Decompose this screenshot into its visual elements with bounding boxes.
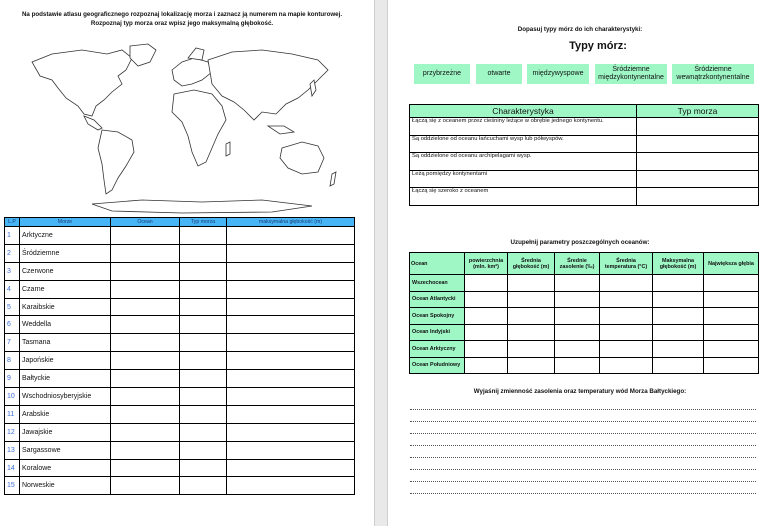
sea-row-type-cell[interactable] (180, 423, 227, 441)
ocean-table-body (410, 275, 759, 374)
sea-row-depth-cell[interactable] (227, 244, 355, 262)
sea-row-number: 7 (5, 334, 20, 352)
sea-row-ocean-cell[interactable] (111, 423, 180, 441)
header-type: Typ morza (637, 105, 759, 118)
ocean-param-cell[interactable] (600, 308, 653, 325)
map-antarctica (92, 200, 312, 213)
sea-row-type-cell[interactable] (180, 262, 227, 280)
sea-row-ocean-cell[interactable] (111, 352, 180, 370)
header-area: powierzchnia (mln. km²) (465, 253, 508, 275)
left-instruction-line2: Rozpoznaj typ morza oraz wpisz jego maksymalną głębokość. (90, 20, 274, 27)
ocean-param-cell[interactable] (555, 324, 600, 341)
sea-row-name: Arktyczne (20, 227, 111, 245)
sea-row-depth-cell[interactable] (227, 459, 355, 477)
sea-row-name: Sargassowe (20, 441, 111, 459)
characteristics-header-row (410, 105, 759, 118)
map-new-zealand (330, 172, 336, 186)
ocean-row (410, 275, 759, 292)
ocean-param-cell[interactable] (704, 357, 759, 374)
type-chip-interisland: międzywyspowe (527, 64, 589, 84)
sea-row-name: Wschodniosyberyjskie (20, 388, 111, 406)
sea-row-type-cell[interactable] (180, 459, 227, 477)
sea-row-number: 10 (5, 388, 20, 406)
right-worksheet-page (388, 0, 772, 526)
sea-row-ocean-cell[interactable] (111, 280, 180, 298)
sea-row-ocean-cell[interactable] (111, 459, 180, 477)
sea-row (5, 477, 355, 495)
sea-row (5, 227, 355, 245)
ocean-param-cell[interactable] (600, 275, 653, 292)
sea-row-number: 2 (5, 244, 20, 262)
ocean-row (410, 357, 759, 374)
sea-row (5, 316, 355, 334)
world-contour-map (22, 40, 342, 216)
seas-table (4, 217, 355, 495)
header-sea: Morze (20, 218, 111, 227)
ocean-param-cell[interactable] (704, 341, 759, 358)
header-max-depth: maksymalna głębokość (m) (227, 218, 355, 227)
sea-row-name: Norweskie (20, 477, 111, 495)
header-avg-depth: Średnia głębokość (m) (508, 253, 555, 275)
ocean-param-cell[interactable] (704, 308, 759, 325)
sea-row-type-cell[interactable] (180, 298, 227, 316)
sea-row (5, 298, 355, 316)
characteristic-text: Łączą się szeroko z oceanem (410, 188, 637, 206)
characteristic-text: Łączą się z oceanem przez cieśniny leżące w obrębie jednego kontynentu. (410, 118, 637, 136)
sea-row-number: 8 (5, 352, 20, 370)
type-chip-intracontinental: Śródziemne wewnątrzkontynentalne (672, 64, 754, 84)
sea-row-name: Japońskie (20, 352, 111, 370)
sea-row-name: Karaibskie (20, 298, 111, 316)
characteristic-type-cell[interactable] (637, 153, 759, 171)
seas-table-body (5, 227, 355, 495)
sea-row-depth-cell[interactable] (227, 370, 355, 388)
answer-line (410, 421, 756, 422)
ocean-row-name: Ocean Indyjski (410, 324, 465, 341)
header-lp: L.P (5, 218, 20, 227)
sea-row-ocean-cell[interactable] (111, 316, 180, 334)
map-north-america (32, 50, 132, 116)
sea-row-ocean-cell[interactable] (111, 477, 180, 495)
sea-row-type-cell[interactable] (180, 316, 227, 334)
characteristic-type-cell[interactable] (637, 170, 759, 188)
ocean-param-cell[interactable] (653, 341, 704, 358)
type-chip-coastal: przybrzeżne (414, 64, 470, 84)
sea-row-number: 6 (5, 316, 20, 334)
characteristic-row (410, 153, 759, 171)
left-instruction-line1: Na podstawie atlasu geograficznego rozpoznaj lokalizację morza i zaznacz ją numerem na mapie konturowej. (21, 11, 343, 18)
seas-table-header-row (5, 218, 355, 227)
map-greenland (130, 44, 156, 66)
ocean-param-cell[interactable] (465, 324, 508, 341)
sea-row-depth-cell[interactable] (227, 316, 355, 334)
sea-row-number: 3 (5, 262, 20, 280)
ocean-param-cell[interactable] (508, 341, 555, 358)
sea-row-ocean-cell[interactable] (111, 441, 180, 459)
sea-row-type-cell[interactable] (180, 280, 227, 298)
ocean-param-cell[interactable] (508, 357, 555, 374)
ocean-row (410, 308, 759, 325)
sea-row-ocean-cell[interactable] (111, 370, 180, 388)
ocean-param-cell[interactable] (600, 357, 653, 374)
sea-row-depth-cell[interactable] (227, 280, 355, 298)
ocean-param-cell[interactable] (704, 324, 759, 341)
sea-row-number: 14 (5, 459, 20, 477)
ocean-param-cell[interactable] (465, 341, 508, 358)
ocean-row (410, 341, 759, 358)
ocean-param-cell[interactable] (555, 275, 600, 292)
map-europe (172, 58, 212, 86)
ocean-param-cell[interactable] (508, 308, 555, 325)
sea-row-number: 1 (5, 227, 20, 245)
left-instruction (4, 10, 360, 28)
sea-row (5, 423, 355, 441)
sea-row-type-cell[interactable] (180, 227, 227, 245)
ocean-param-cell[interactable] (465, 275, 508, 292)
sea-row-number: 13 (5, 441, 20, 459)
ocean-row (410, 291, 759, 308)
map-australia (280, 142, 324, 174)
types-title: Typy mórz: (569, 40, 627, 52)
characteristic-type-cell[interactable] (637, 188, 759, 206)
sea-row-depth-cell[interactable] (227, 405, 355, 423)
ocean-param-cell[interactable] (508, 291, 555, 308)
sea-row-ocean-cell[interactable] (111, 227, 180, 245)
answer-line (410, 433, 756, 434)
ocean-param-cell[interactable] (465, 308, 508, 325)
map-central-america (84, 116, 102, 130)
ocean-param-cell[interactable] (600, 341, 653, 358)
sea-row-number: 4 (5, 280, 20, 298)
sea-row-depth-cell[interactable] (227, 298, 355, 316)
sea-row-type-cell[interactable] (180, 334, 227, 352)
sea-row-name: Śródziemne (20, 244, 111, 262)
sea-row-number: 9 (5, 370, 20, 388)
ocean-param-cell[interactable] (704, 291, 759, 308)
page-gutter (374, 0, 388, 526)
map-scandinavia (188, 48, 204, 60)
characteristic-row (410, 188, 759, 206)
characteristic-row (410, 170, 759, 188)
sea-row-ocean-cell[interactable] (111, 334, 180, 352)
ocean-param-cell[interactable] (508, 275, 555, 292)
sea-row-ocean-cell[interactable] (111, 244, 180, 262)
sea-row-depth-cell[interactable] (227, 334, 355, 352)
sea-row-type-cell[interactable] (180, 388, 227, 406)
sea-row-name: Czarne (20, 280, 111, 298)
sea-row-name: Jawajskie (20, 423, 111, 441)
sea-row-type-cell[interactable] (180, 370, 227, 388)
answer-line (410, 481, 756, 482)
ocean-param-cell[interactable] (508, 324, 555, 341)
sea-row-depth-cell[interactable] (227, 262, 355, 280)
sea-row-type-cell[interactable] (180, 477, 227, 495)
sea-row (5, 262, 355, 280)
ocean-param-cell[interactable] (465, 357, 508, 374)
sea-row-ocean-cell[interactable] (111, 388, 180, 406)
type-chip-intercontinental: Śródziemne międzykontynentalne (595, 64, 667, 84)
sea-row-type-cell[interactable] (180, 405, 227, 423)
sea-row-number: 12 (5, 423, 20, 441)
map-madagascar (226, 142, 230, 156)
answer-line (410, 469, 756, 470)
answer-line (410, 493, 756, 494)
ocean-param-cell[interactable] (653, 275, 704, 292)
header-deepest-trench: Największa głębia (704, 253, 759, 275)
sea-row (5, 370, 355, 388)
characteristic-text: Leżą pomiędzy kontynentami (410, 170, 637, 188)
map-south-america (98, 130, 134, 194)
sea-row (5, 334, 355, 352)
ocean-row-name: Ocean Atlantycki (410, 291, 465, 308)
ocean-instruction: Uzupełnij parametry poszczególnych oceanów: (510, 239, 650, 246)
header-characteristic: Charakterystyka (410, 105, 637, 118)
characteristic-row (410, 135, 759, 153)
ocean-param-cell[interactable] (555, 291, 600, 308)
sea-row-number: 5 (5, 298, 20, 316)
header-avg-salinity: Średnie zasolenie (‰) (555, 253, 600, 275)
characteristic-type-cell[interactable] (637, 135, 759, 153)
sea-row (5, 459, 355, 477)
sea-row (5, 280, 355, 298)
answer-line (410, 409, 756, 410)
sea-row-name: Czerwone (20, 262, 111, 280)
types-instruction: Dopasuj typy mórz do ich charakterystyki: (517, 26, 643, 33)
ocean-param-cell[interactable] (653, 357, 704, 374)
characteristics-table-body (410, 118, 759, 206)
ocean-param-cell[interactable] (465, 291, 508, 308)
map-indonesia (268, 126, 294, 134)
ocean-param-cell[interactable] (704, 275, 759, 292)
sea-row (5, 244, 355, 262)
header-ocean: Ocean (111, 218, 180, 227)
sea-row-ocean-cell[interactable] (111, 298, 180, 316)
sea-row-ocean-cell[interactable] (111, 405, 180, 423)
ocean-param-cell[interactable] (653, 291, 704, 308)
type-chip-open: otwarte (476, 64, 522, 84)
header-sea-type: Typ morza (180, 218, 227, 227)
sea-row-type-cell[interactable] (180, 441, 227, 459)
sea-row-name: Bałtyckie (20, 370, 111, 388)
characteristic-text: Są oddzielone od oceanu łańcuchami wysp lub półwyspów. (410, 135, 637, 153)
ocean-row-name: Ocean Arktyczny (410, 341, 465, 358)
ocean-header-row (410, 253, 759, 275)
ocean-row-name: Ocean Spokojny (410, 308, 465, 325)
sea-row (5, 405, 355, 423)
sea-row-depth-cell[interactable] (227, 477, 355, 495)
answer-line (410, 457, 756, 458)
ocean-row (410, 324, 759, 341)
ocean-row-name: Ocean Południowy (410, 357, 465, 374)
characteristic-type-cell[interactable] (637, 118, 759, 136)
ocean-param-cell[interactable] (653, 324, 704, 341)
characteristics-table (409, 104, 759, 206)
answer-line (410, 445, 756, 446)
sea-row-number: 11 (5, 405, 20, 423)
sea-row-name: Tasmana (20, 334, 111, 352)
sea-row-type-cell[interactable] (180, 244, 227, 262)
sea-row-depth-cell[interactable] (227, 423, 355, 441)
ocean-param-cell[interactable] (555, 308, 600, 325)
characteristic-text: Są oddzielone od oceanu archipelagami wysp. (410, 153, 637, 171)
ocean-parameters-table (409, 252, 759, 374)
sea-row (5, 388, 355, 406)
sea-row-name: Koralowe (20, 459, 111, 477)
sea-row-ocean-cell[interactable] (111, 262, 180, 280)
sea-row-name: Arabskie (20, 405, 111, 423)
header-max-depth-ocean: Maksymalna głębokość (m) (653, 253, 704, 275)
sea-row-number: 15 (5, 477, 20, 495)
ocean-row-name: Wszechocean (410, 275, 465, 292)
ocean-param-cell[interactable] (555, 357, 600, 374)
characteristic-row (410, 118, 759, 136)
header-ocean-name: Ocean (410, 253, 465, 275)
ocean-param-cell[interactable] (653, 308, 704, 325)
map-africa (172, 90, 226, 166)
sea-row-depth-cell[interactable] (227, 352, 355, 370)
header-avg-temperature: Średnia temperatura (°C) (600, 253, 653, 275)
sea-row-depth-cell[interactable] (227, 227, 355, 245)
sea-row-type-cell[interactable] (180, 352, 227, 370)
sea-row-depth-cell[interactable] (227, 388, 355, 406)
ocean-param-cell[interactable] (555, 341, 600, 358)
left-worksheet-page (0, 0, 374, 526)
explain-instruction: Wyjaśnij zmienność zasolenia oraz temperatury wód Morza Bałtyckiego: (473, 388, 687, 395)
sea-row (5, 352, 355, 370)
sea-row (5, 441, 355, 459)
sea-row-depth-cell[interactable] (227, 441, 355, 459)
ocean-param-cell[interactable] (600, 324, 653, 341)
ocean-param-cell[interactable] (600, 291, 653, 308)
sea-row-name: Weddella (20, 316, 111, 334)
